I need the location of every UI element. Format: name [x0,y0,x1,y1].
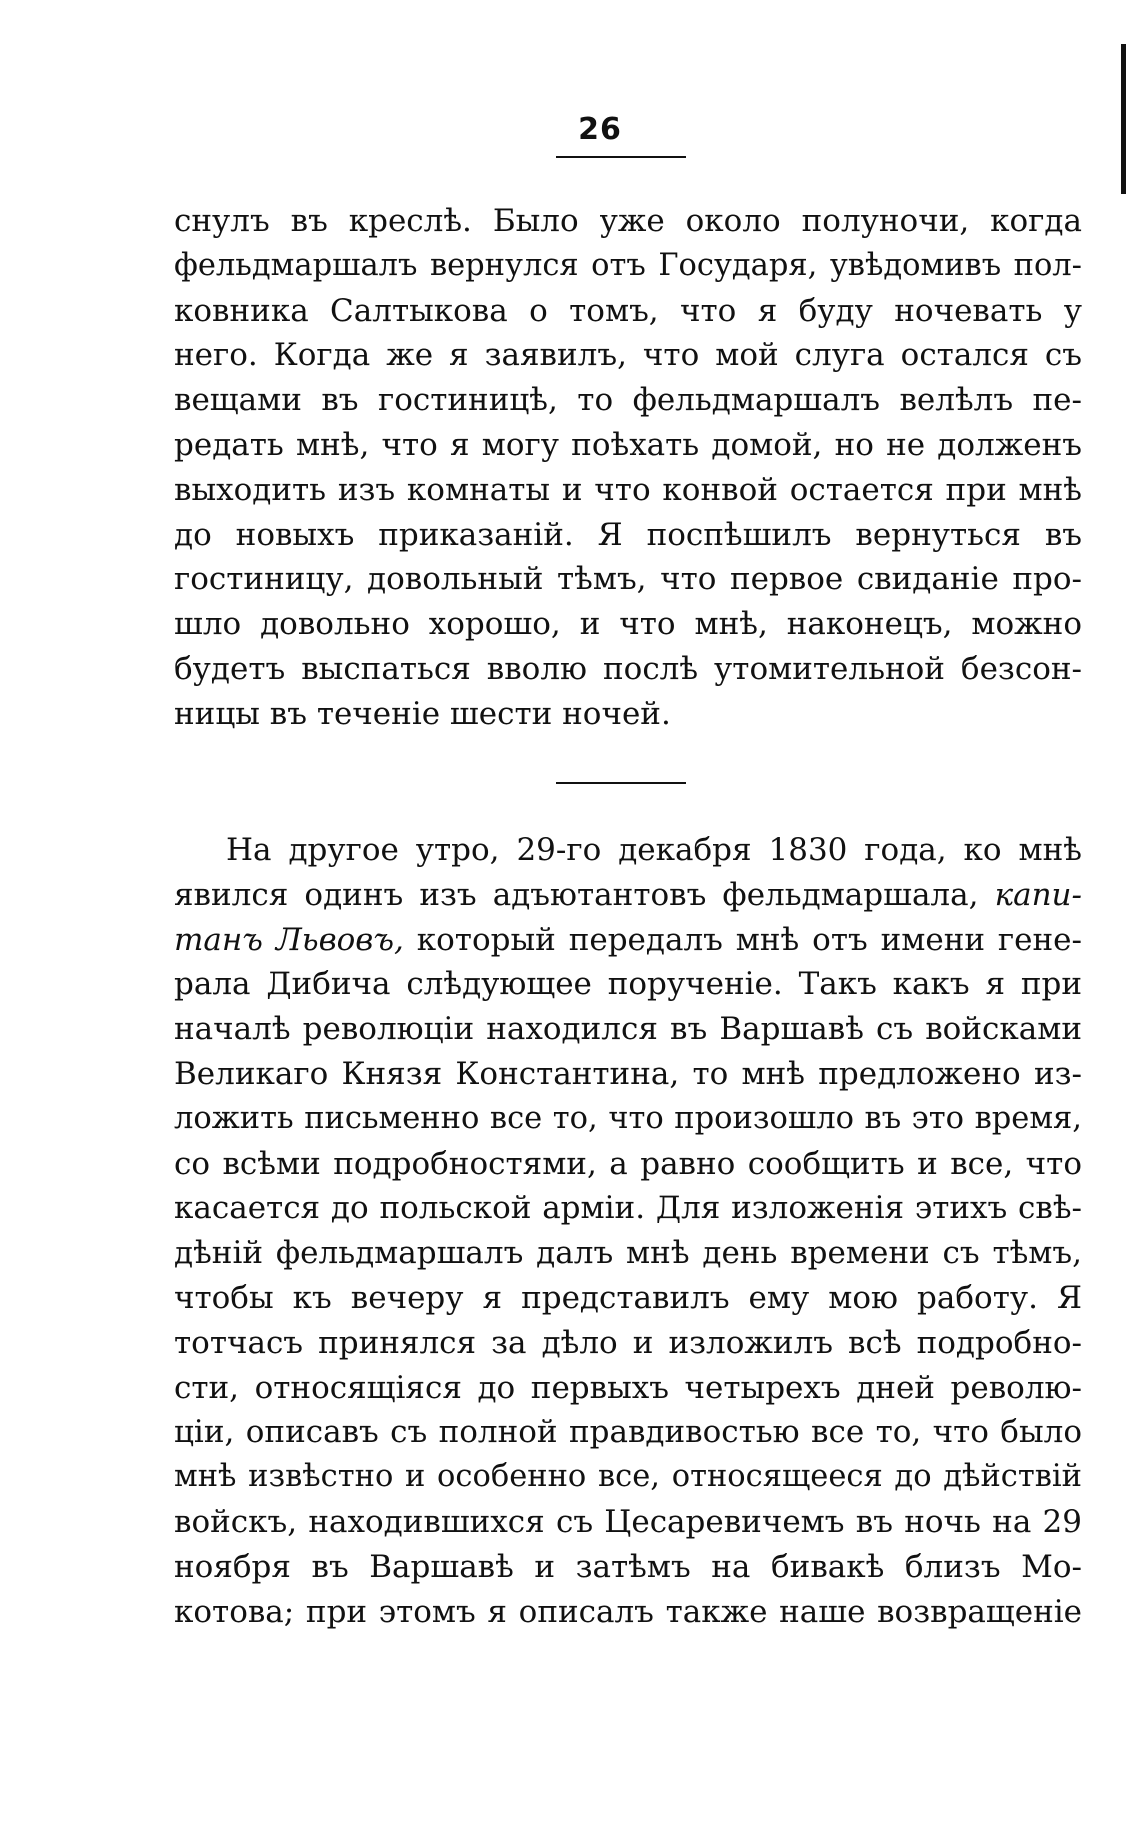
text-line: чтобы къ вечеру я представилъ ему мою работу. Я [174,1279,1082,1316]
text-line: ціи, описавъ съ полной правдивостью все то, что было [174,1414,1082,1451]
text-line: рала Дибича слѣдующее порученіе. Такъ какъ я при [174,966,1082,1003]
text-run: явился одинъ изъ адъютантовъ фельдмаршала, [174,876,995,913]
text-line: вещами въ гостиницѣ, то фельдмаршалъ велѣлъ пе- [174,382,1082,419]
text-line: котова; при этомъ я описалъ также наше возвращеніе [174,1593,1082,1630]
text-line: ложить письменно все то, что произошло въ это время, [174,1100,1082,1136]
text-line: него. Когда же я заявилъ, что мой слуга остался съ [174,337,1082,374]
text-line: шло довольно хорошо, и что мнѣ, наконецъ, можно [174,606,1082,643]
text-line: Великаго Князя Константина, то мнѣ предложено из- [174,1055,1082,1092]
text-line: дѣній фельдмаршалъ далъ мнѣ день времени съ тѣмъ, [174,1235,1082,1272]
text-line: ноября въ Варшавѣ и затѣмъ на бивакѣ близъ Мо- [174,1548,1082,1585]
text-line: ницы въ теченіе шести ночей. [174,695,671,732]
scan-edge-mark [1121,44,1126,194]
text-line: войскъ, находившихся съ Цесаревичемъ въ ночь на 29 [174,1503,1082,1540]
text-line: началѣ революціи находился въ Варшавѣ съ войсками [174,1011,1082,1048]
paragraph-1 [174,199,1082,737]
text-line: выходить изъ комнаты и что конвой остается при мнѣ [174,471,1082,508]
text-run: который передалъ мнѣ отъ имени гене- [403,921,1082,958]
italic-text-run: капи- [994,876,1082,913]
text-line: ковника Салтыкова о томъ, что я буду ночевать у [174,292,1082,329]
text-line: На другое утро, 29-го декабря 1830 года, ко мнѣ [226,832,1082,868]
text-line: со всѣми подробностями, а равно сообщить и все, что [174,1145,1082,1182]
text-line: будетъ выспаться вволю послѣ утомительной безсон- [174,650,1082,687]
page-number-rule [556,156,686,158]
text-line: тотчасъ принялся за дѣло и изложилъ всѣ подробно- [174,1324,1082,1361]
text-line: касается до польской арміи. Для изложенія этихъ свѣ- [174,1190,1082,1227]
text-line [174,873,1082,918]
page-number: 26 [578,112,622,147]
italic-text-run: танъ Львовъ, [174,921,404,958]
text-line [174,918,1082,963]
text-line: редать мнѣ, что я могу поѣхать домой, но не долженъ [174,426,1082,463]
paragraph-2 [174,828,1082,1634]
section-divider [556,782,686,784]
text-line: гостиницу, довольный тѣмъ, что первое свиданіе про- [174,561,1082,598]
text-line: снулъ въ креслѣ. Было уже около полуночи, когда [174,203,1082,239]
text-line: мнѣ извѣстно и особенно все, относящееся до дѣйствій [174,1459,1082,1495]
text-line: до новыхъ приказаній. Я поспѣшилъ вернуться въ [174,516,1082,553]
text-line: фельдмаршалъ вернулся отъ Государя, увѣдомивъ пол- [174,247,1082,283]
text-line: сти, относящіяся до первыхъ четырехъ дней револю- [174,1369,1082,1406]
